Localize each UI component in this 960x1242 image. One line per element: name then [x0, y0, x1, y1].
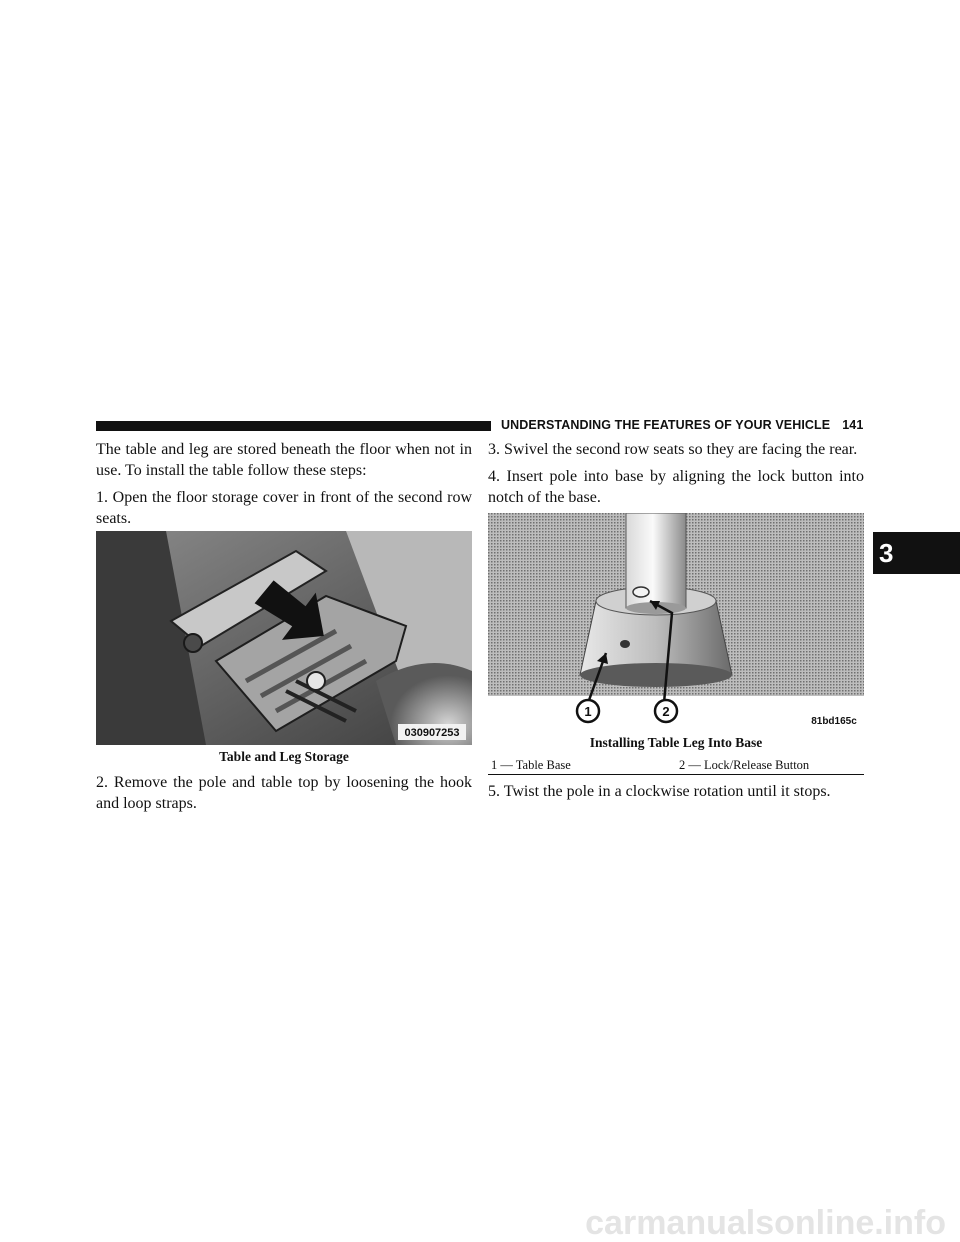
table-leg-storage-figure: [96, 531, 472, 745]
figure-2-caption: Installing Table Leg Into Base: [589, 735, 763, 750]
section-title: UNDERSTANDING THE FEATURES OF YOUR VEHICLE: [501, 418, 831, 432]
header-rule: [96, 421, 491, 431]
floor-storage-illustration: [96, 531, 472, 745]
watermark: [0, 1204, 960, 1242]
legend-item-lock-release-button: 2 — Lock/Release Button: [679, 758, 810, 772]
page-number: 141: [842, 418, 864, 432]
watermark-text: carmanualsonline.info: [585, 1204, 946, 1242]
table-leg-base-figure: [488, 513, 864, 729]
figure-2-legend: [488, 758, 864, 775]
running-header: [501, 418, 863, 432]
step-4: 4. Insert pole into base by aligning the lock button into notch of the base.: [488, 468, 864, 506]
step-3: 3. Swivel the second row seats so they are facing the rear.: [488, 441, 858, 458]
figure-1-code: 030907253: [404, 727, 460, 739]
chapter-tab: 3: [873, 532, 960, 574]
legend-item-table-base: 1 — Table Base: [491, 758, 571, 772]
figure-2-code: 81bd165c: [811, 716, 857, 727]
pole-base-illustration: [488, 513, 864, 729]
figure-1-caption: Table and Leg Storage: [219, 749, 349, 764]
callout-1-label: 1: [584, 704, 592, 719]
step-5: 5. Twist the pole in a clockwise rotation until it stops.: [488, 783, 831, 800]
step-1: 1. Open the floor storage cover in front of the second row seats.: [96, 489, 472, 527]
step-2: 2. Remove the pole and table top by loosening the hook and loop straps.: [96, 774, 472, 812]
callout-2-label: 2: [662, 704, 670, 719]
intro-paragraph: The table and leg are stored beneath the floor when not in use. To install the table follow these steps:: [96, 441, 472, 479]
